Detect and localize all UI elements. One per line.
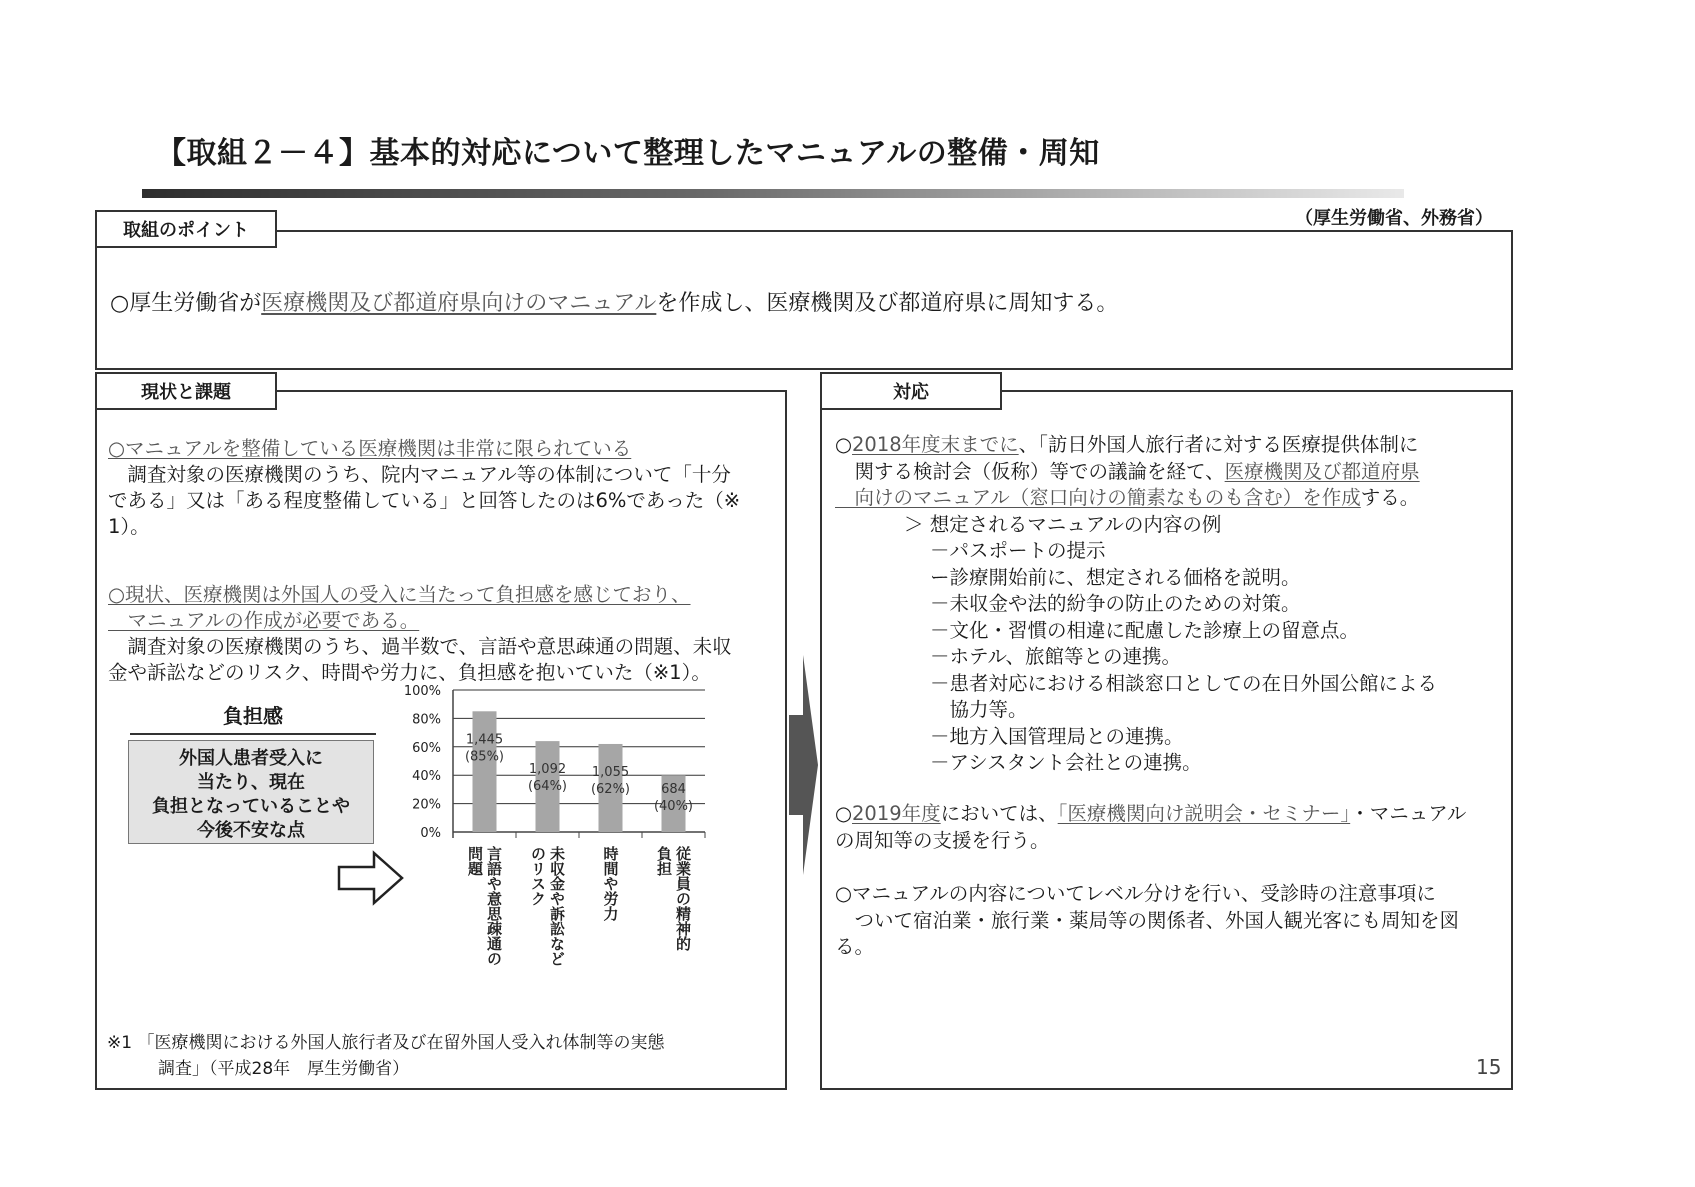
bar [473, 711, 497, 832]
response-text: においては、 [940, 802, 1058, 825]
title-gradient-bar [142, 189, 1404, 198]
response-bullet-2 [835, 801, 1466, 854]
example-item: ー診療開始前に、想定される価格を説明。 [930, 565, 1301, 589]
x-category-label: 従業員の精神的 [674, 846, 692, 951]
bullet-mark: ○ [835, 802, 853, 825]
footnote-line: 調査」（平成28年 厚生労働省） [107, 1059, 410, 1079]
y-tick-label: 100% [403, 684, 441, 699]
burden-line: 今後不安な点 [197, 820, 305, 841]
response-line [835, 801, 1466, 828]
response-line: ついて宿泊業・旅行業・薬局等の関係者、外国人観光客にも周知を図 [835, 908, 1460, 932]
tab-point: 取組のポイント [95, 210, 277, 248]
response-line [835, 485, 1420, 512]
burden-bar-chart [395, 680, 715, 1010]
footnote-line: ※1 「医療機関における外国人旅行者及び在留外国人受入れ体制等の実態 [107, 1033, 665, 1053]
response-deadline: 2018年度末までに [852, 433, 1019, 456]
x-category-label: 負担 [655, 846, 673, 876]
example-item: －ホテル、旅館等との連携。 [930, 645, 1181, 668]
current-heading-2: ○現状、医療機関は外国人の受入に当たって負担感を感じており、 [108, 583, 691, 606]
bar-pct-label: (64%) [527, 779, 568, 795]
current-heading-2b: マニュアルの作成が必要である。 [108, 609, 420, 632]
current-text-line: 調査対象の医療機関のうち、過半数で、言語や意思疎通の問題、未収 [108, 635, 732, 658]
example-list [930, 538, 1437, 777]
response-line [835, 432, 1420, 459]
page-number: 15 [1476, 1055, 1502, 1079]
current-section-2 [108, 582, 732, 686]
x-category-label: 時間や労力 [601, 846, 620, 921]
example-item: －文化・習慣の相違に配慮した診療上の留意点。 [930, 618, 1360, 642]
flow-arrow-icon [789, 655, 819, 875]
response-underline: 向けのマニュアル（窓口向けの簡素なものも含む）を作成 [835, 486, 1361, 509]
response-line [835, 459, 1420, 486]
bar-count-label: 1,445 [465, 732, 504, 748]
bar-pct-label: (62%) [590, 781, 631, 797]
response-line: の周知等の支援を行う。 [835, 828, 1050, 852]
y-tick-label: 0% [420, 826, 441, 841]
bar-count-label: 1,055 [591, 764, 630, 780]
response-text: ・マニュアル [1350, 802, 1467, 825]
example-item: 協力等。 [930, 698, 1028, 721]
y-tick-label: 80% [412, 712, 441, 728]
bar-pct-label: (40%) [653, 799, 694, 815]
seminar-link: 「医療機関向け説明会・セミナー」 [1057, 802, 1351, 825]
example-heading: ＞ 想定されるマニュアルの内容の例 [904, 513, 1222, 536]
burden-line: 負担となっていることや [152, 796, 350, 817]
x-category-label: 問題 [466, 846, 484, 876]
bar-count-label: 1,092 [528, 762, 567, 778]
point-post: を作成し、医療機関及び都道府県に周知する。 [656, 291, 1119, 316]
burden-line: 外国人患者受入に [179, 748, 323, 769]
y-tick-label: 60% [412, 740, 441, 756]
bar-pct-label: (85%) [464, 749, 505, 765]
page-title: 【取組２－４】基本的対応について整理したマニュアルの整備・周知 [156, 136, 1100, 171]
bullet-mark: ○ [835, 433, 853, 456]
current-section-1 [108, 436, 740, 540]
tab-response: 対応 [820, 372, 1002, 410]
response-year: 2019年度 [852, 802, 941, 825]
burden-box [128, 740, 374, 844]
y-tick-label: 20% [412, 797, 441, 813]
response-underline: 医療機関及び都道府県 [1224, 459, 1420, 483]
burden-divider [130, 733, 376, 735]
x-category-label: 言語や意思疎通の [485, 846, 503, 966]
response-bullet-3 [835, 881, 1459, 961]
response-text: 、「訪日外国人旅行者に対する医療提供体制に [1018, 433, 1419, 456]
example-item: －地方入国管理局との連携。 [930, 724, 1184, 748]
y-tick-label: 40% [412, 769, 441, 785]
footnote [107, 1030, 664, 1082]
burden-heading: 負担感 [223, 704, 283, 728]
current-text-line: 調査対象の医療機関のうち、院内マニュアル等の体制について「十分 [108, 463, 731, 486]
response-line: る。 [835, 935, 875, 958]
response-bullet-1 [835, 432, 1420, 512]
tab-current: 現状と課題 [95, 372, 277, 410]
ministry-label: （厚生労働省、外務省） [1295, 208, 1493, 229]
x-category-label: 未収金や訴訟など [548, 846, 566, 966]
bar-count-label: 684 [661, 782, 686, 798]
point-pre: ○厚生労働省が [110, 291, 262, 316]
response-line: ○マニュアルの内容についてレベル分けを行い、受診時の注意事項に [835, 882, 1436, 905]
response-text: する。 [1360, 486, 1420, 509]
current-text-line: である」又は「ある程度整備している」と回答したのは6%であった（※ [108, 489, 741, 512]
example-item: －パスポートの提示 [930, 539, 1106, 562]
response-text: 関する検討会（仮称）等での議論を経て、 [835, 459, 1225, 483]
example-item: －患者対応における相談窓口としての在日外国公館による [930, 671, 1438, 695]
current-text-line: 1）。 [108, 515, 150, 538]
point-text [110, 286, 1118, 317]
example-item: －アシスタント会社との連携。 [930, 751, 1202, 774]
current-text-line: 金や訴訟などのリスク、時間や労力に、負担感を抱いていた（※1）。 [108, 661, 711, 684]
x-category-label: のリスク [529, 846, 547, 906]
example-item: －未収金や法的紛争の防止のための対策。 [930, 592, 1301, 615]
current-heading-1: ○マニュアルを整備している医療機関は非常に限られている [108, 437, 632, 460]
point-link: 医療機関及び都道府県向けのマニュアル [261, 291, 657, 316]
burden-line: 当たり、現在 [197, 772, 305, 793]
